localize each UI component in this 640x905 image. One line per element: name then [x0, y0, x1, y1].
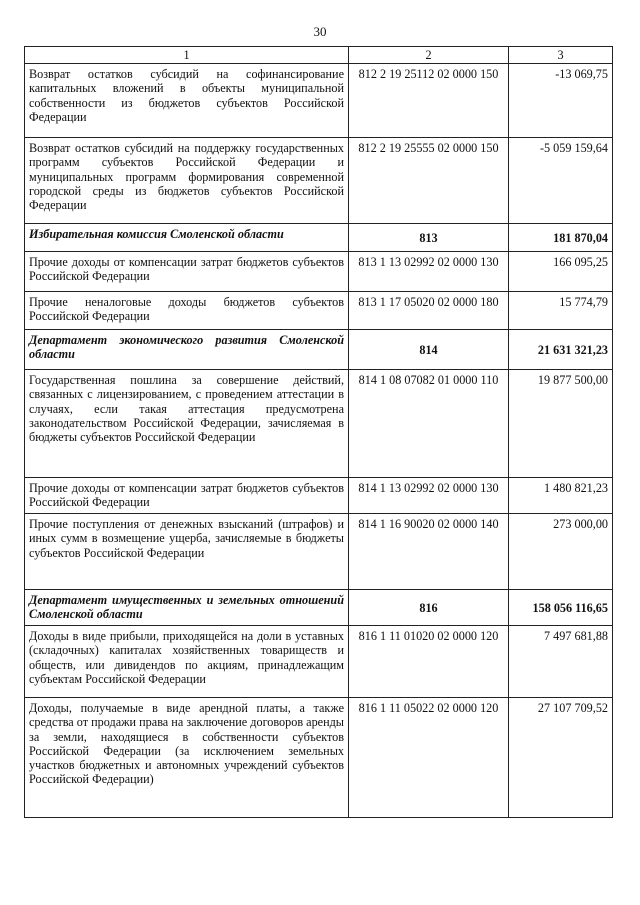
row-amount-cell: 181 870,04 — [509, 224, 613, 252]
row-amount-cell: 273 000,00 — [509, 514, 613, 590]
row-amount-cell: -5 059 159,64 — [509, 138, 613, 224]
row-name-cell: Прочие доходы от компенсации затрат бюджетов субъектов Российской Федерации — [25, 252, 349, 292]
row-amount-cell: 158 056 116,65 — [509, 590, 613, 626]
row-name-cell: Государственная пошлина за совершение действий, связанных с лицензированием, с проведением аттестации в случаях, если такая аттестация предусмотрена законодательством Российской Федерации, зачисляемая в бюджеты субъектов Российской Федерации — [25, 370, 349, 478]
table-row — [25, 252, 613, 292]
row-code-cell: 816 1 11 05022 02 0000 120 — [349, 698, 509, 818]
row-code-cell: 813 1 17 05020 02 0000 180 — [349, 292, 509, 330]
row-code-cell: 814 — [349, 330, 509, 370]
column-header-3: 3 — [509, 47, 613, 64]
table-row — [25, 64, 613, 138]
table-row — [25, 138, 613, 224]
department-row — [25, 590, 613, 626]
row-amount-cell: 15 774,79 — [509, 292, 613, 330]
row-code-cell: 812 2 19 25112 02 0000 150 — [349, 64, 509, 138]
table-row — [25, 292, 613, 330]
row-code-cell: 816 1 11 01020 02 0000 120 — [349, 626, 509, 698]
row-name-cell: Прочие поступления от денежных взысканий (штрафов) и иных сумм в возмещение ущерба, зачисляемые в бюджеты субъектов Российской Федерации — [25, 514, 349, 590]
row-code-cell: 812 2 19 25555 02 0000 150 — [349, 138, 509, 224]
row-amount-cell: 1 480 821,23 — [509, 478, 613, 514]
department-row — [25, 224, 613, 252]
row-code-cell: 813 1 13 02992 02 0000 130 — [349, 252, 509, 292]
table-row — [25, 698, 613, 818]
row-name-cell: Департамент экономического развития Смоленской области — [25, 330, 349, 370]
row-name-cell: Возврат остатков субсидий на поддержку государственных программ субъектов Российской Федерации и муниципальных программ формирования современной городской среды из бюджетов субъектов Российской Федерации — [25, 138, 349, 224]
row-code-cell: 814 1 16 90020 02 0000 140 — [349, 514, 509, 590]
row-amount-cell: 166 095,25 — [509, 252, 613, 292]
row-name-cell: Департамент имущественных и земельных отношений Смоленской области — [25, 590, 349, 626]
row-amount-cell: 21 631 321,23 — [509, 330, 613, 370]
row-code-cell: 813 — [349, 224, 509, 252]
row-amount-cell: -13 069,75 — [509, 64, 613, 138]
row-amount-cell: 19 877 500,00 — [509, 370, 613, 478]
department-row — [25, 330, 613, 370]
row-amount-cell: 7 497 681,88 — [509, 626, 613, 698]
row-name-cell: Избирательная комиссия Смоленской области — [25, 224, 349, 252]
row-code-cell: 814 1 13 02992 02 0000 130 — [349, 478, 509, 514]
row-name-cell: Доходы в виде прибыли, приходящейся на доли в уставных (складочных) капиталах хозяйственных товариществ и обществ, или дивидендов по акциям, принадлежащим субъектам Российской Федерации — [25, 626, 349, 698]
page-number: 30 — [313, 24, 327, 39]
column-header-2: 2 — [349, 47, 509, 64]
row-code-cell: 814 1 08 07082 01 0000 110 — [349, 370, 509, 478]
row-amount-cell: 27 107 709,52 — [509, 698, 613, 818]
row-code-cell: 816 — [349, 590, 509, 626]
row-name-cell: Прочие доходы от компенсации затрат бюджетов субъектов Российской Федерации — [25, 478, 349, 514]
table-header-row — [25, 47, 613, 64]
table-row — [25, 478, 613, 514]
row-name-cell: Доходы, получаемые в виде арендной платы, а также средства от продажи права на заключение договоров аренды за земли, находящиеся в собственности субъектов Российской Федерации (за исключением земельных участков бюджетных и автономных учреждений субъектов Российской Федерации) — [25, 698, 349, 818]
table-row — [25, 514, 613, 590]
row-name-cell: Прочие неналоговые доходы бюджетов субъектов Российской Федерации — [25, 292, 349, 330]
table-row — [25, 626, 613, 698]
column-header-1: 1 — [25, 47, 349, 64]
row-name-cell: Возврат остатков субсидий на софинансирование капитальных вложений в объекты муниципальной собственности из бюджетов субъектов Российской Федерации — [25, 64, 349, 138]
table-row — [25, 370, 613, 478]
revenue-table — [24, 46, 613, 818]
